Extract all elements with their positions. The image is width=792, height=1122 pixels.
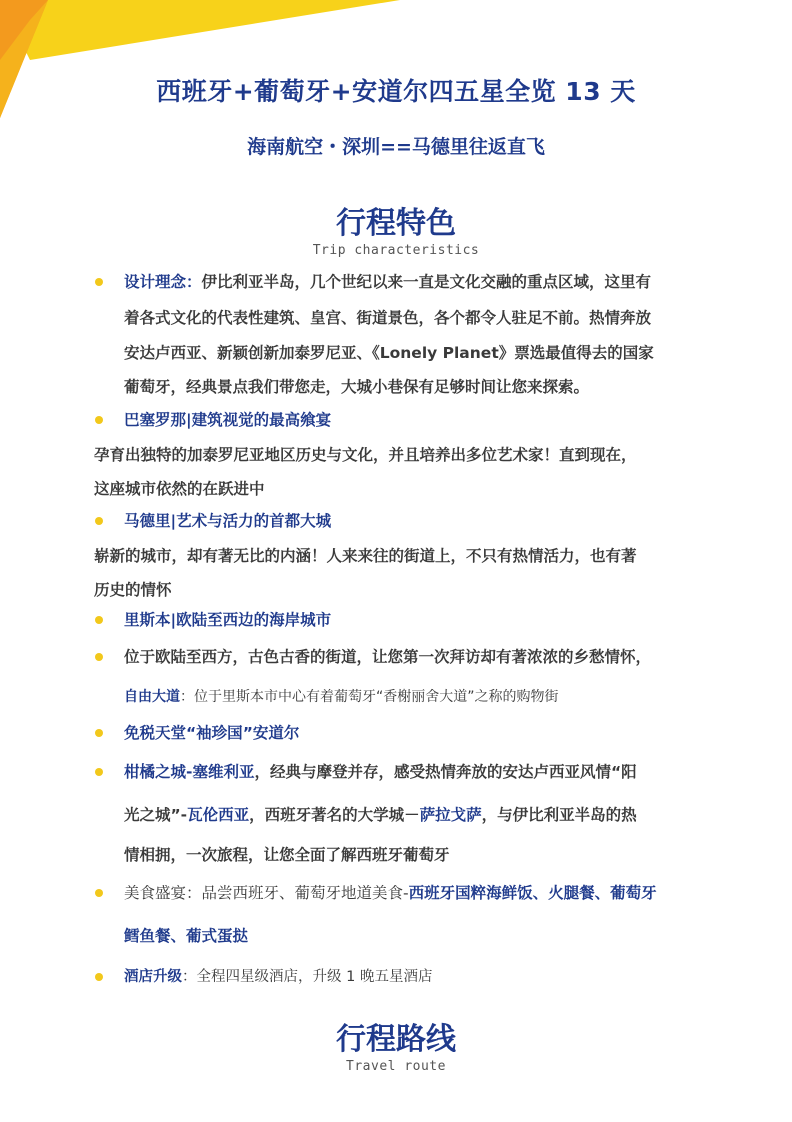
bullet-icon (95, 278, 103, 286)
list-item-line: 崭新的城市，却有著无比的内涵！人来来往的街道上，不只有热情活力，也有著 (94, 547, 637, 565)
list-item-line: 孕育出独特的加泰罗尼亚地区历史与文化，并且培养出多位艺术家！直到现在， (94, 446, 637, 464)
bullet-icon (95, 768, 103, 776)
list-item-line: 这座城市依然的在跃进中 (94, 480, 265, 498)
features-heading-en: Trip characteristics (312, 243, 480, 258)
list-item-line: 位于欧陆至西方，古色古香的街道，让您第一次拜访却有著浓浓的乡愁情怀， (124, 648, 652, 666)
list-item-line: 安达卢西亚、新颖创新加泰罗尼亚、《Lonely Planet》票选最值得去的国家 (124, 344, 654, 362)
route-heading: 行程路线 (336, 1022, 456, 1057)
bullet-icon (95, 973, 103, 981)
list-item-line: 柑橘之城-塞维利亚，经典与摩登并存，感受热情奔放的安达卢西亚风情“阳 (124, 763, 637, 781)
list-item-heading: 马德里|艺术与活力的首都大城 (124, 512, 332, 530)
list-item-line: 历史的情怀 (94, 581, 172, 599)
list-item-line: 光之城”-瓦伦西亚，西班牙著名的大学城－萨拉戈萨，与伊比利亚半岛的热 (124, 806, 637, 824)
list-item-line: 鳕鱼餐、葡式蛋挞 (124, 927, 249, 945)
list-item-line: 葡萄牙，经典景点我们带您走，大城小巷保有足够时间让您来探索。 (124, 378, 590, 396)
list-item-line: 着各式文化的代表性建筑、皇宫、街道景色，各个都令人驻足不前。热情奔放 (124, 309, 652, 327)
list-item-line: 情相拥，一次旅程，让您全面了解西班牙葡萄牙 (124, 846, 450, 864)
bullet-icon (95, 729, 103, 737)
page-title: 西班牙+葡萄牙+安道尔四五星全览 13 天 (156, 77, 636, 106)
list-item: 设计理念：伊比利亚半岛，几个世纪以来一直是文化交融的重点区域，这里有 (124, 273, 652, 291)
bullet-icon (95, 517, 103, 525)
list-item-heading: 巴塞罗那|建筑视觉的最高飨宴 (124, 411, 332, 429)
bullet-icon (95, 653, 103, 661)
page-subtitle: 海南航空・深圳==马德里往返直飞 (247, 136, 545, 158)
route-heading-en: Travel route (346, 1059, 446, 1074)
bullet-icon (95, 889, 103, 897)
list-item-line: 酒店升级：全程四星级酒店，升级 1 晚五星酒店 (124, 969, 433, 985)
features-heading: 行程特色 (336, 206, 456, 241)
bullet-icon (95, 616, 103, 624)
list-item-heading: 里斯本|欧陆至西边的海岸城市 (124, 611, 332, 629)
list-item-line: 美食盛宴：品尝西班牙、葡萄牙地道美食-西班牙国粹海鲜饭、火腿餐、葡萄牙 (124, 884, 657, 902)
list-item-line: 自由大道：位于里斯本市中心有着葡萄牙“香榭丽舍大道”之称的购物街 (124, 689, 559, 705)
bullet-icon (95, 416, 103, 424)
list-item-heading: 免税天堂“袖珍国”安道尔 (124, 724, 300, 742)
corner-decoration (0, 0, 400, 140)
